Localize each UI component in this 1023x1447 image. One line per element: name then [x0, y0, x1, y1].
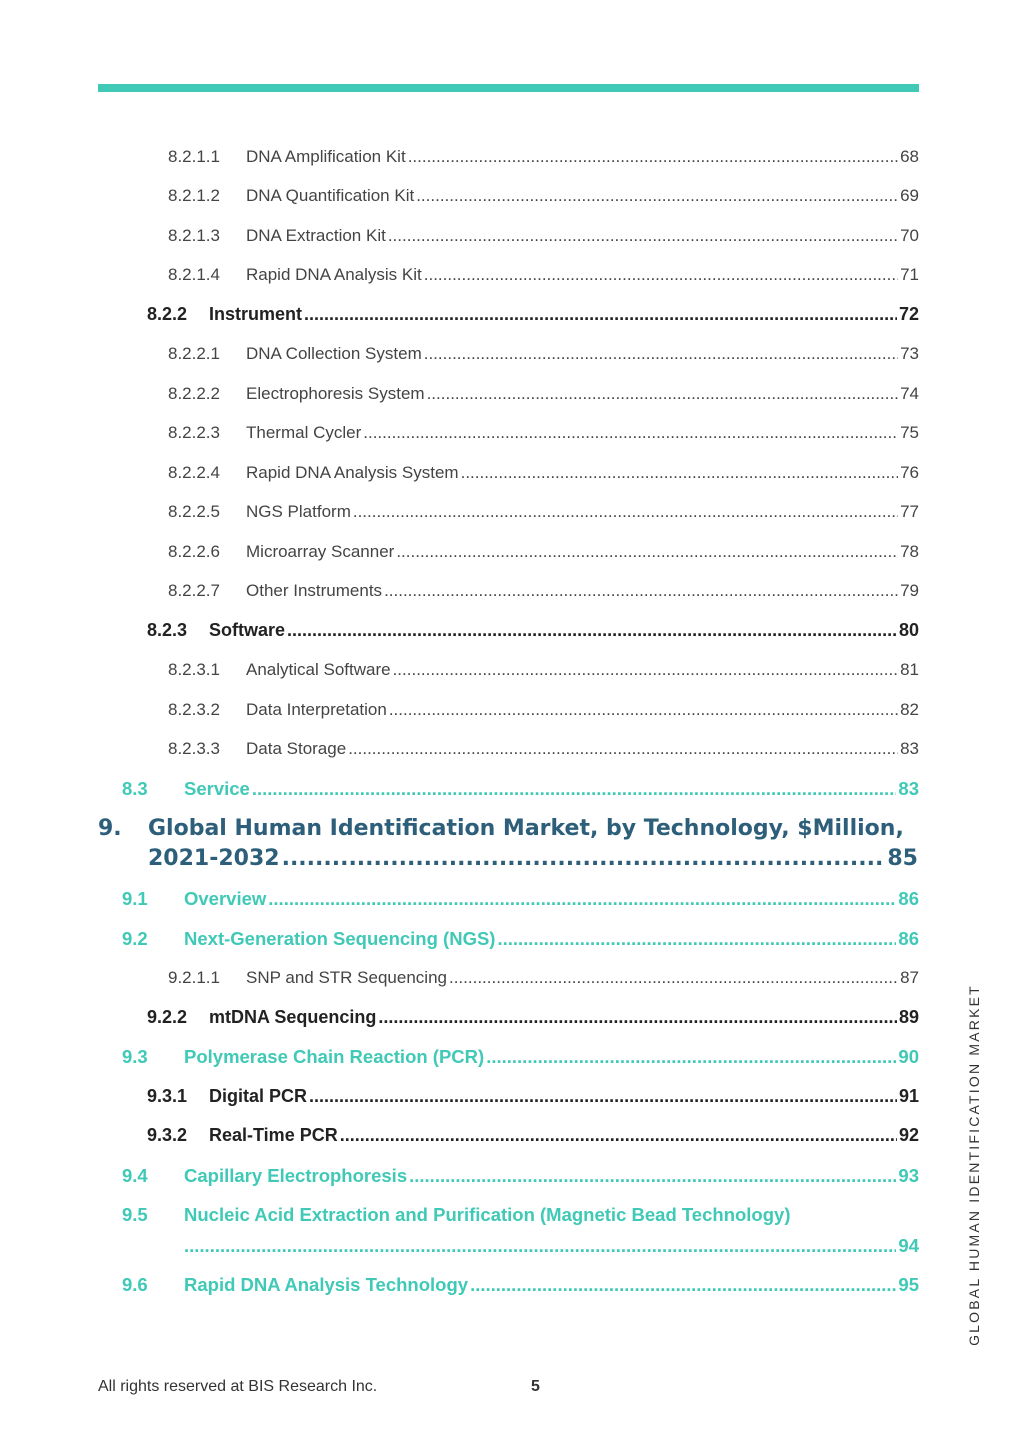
toc-entry-title: Rapid DNA Analysis System [246, 463, 459, 482]
toc-entry[interactable] [0, 778, 919, 802]
toc-entry-title: Rapid DNA Analysis Technology [184, 1274, 469, 1295]
toc-leader-dots [486, 1046, 896, 1068]
toc-leader-dots [348, 739, 898, 759]
toc-entry-page: 82 [900, 700, 919, 719]
toc-entry-number: 8.2.3.3 [168, 739, 220, 758]
toc-entry[interactable] [0, 928, 919, 952]
toc-entry[interactable] [0, 1086, 919, 1110]
toc-leader-dots [282, 844, 886, 874]
toc-entry[interactable] [0, 304, 919, 328]
toc-entry-number: 8.2.2.1 [168, 344, 220, 363]
toc-entry-number: 8.2.2.4 [168, 463, 220, 482]
toc-entry-title: Capillary Electrophoresis [184, 1165, 408, 1186]
toc-entry-page: 93 [898, 1165, 919, 1186]
toc-entry-page: 75 [900, 423, 919, 442]
toc-entry-number: 8.2.2.5 [168, 502, 220, 521]
toc-entry-title: Next-Generation Sequencing (NGS) [184, 928, 496, 949]
toc-entry-page: 70 [900, 226, 919, 245]
toc-entry-page: 78 [900, 542, 919, 561]
toc-entry-title: Software [209, 620, 286, 640]
toc-entry-page: 71 [900, 265, 919, 284]
toc-entry-number: 8.2.2 [147, 304, 188, 324]
toc-entry-page: 83 [900, 739, 919, 758]
toc-entry-number: 8.2.1.4 [168, 265, 220, 284]
toc-entry-number: 9.3.2 [147, 1125, 188, 1145]
toc-leader-dots [393, 660, 899, 680]
toc-entry[interactable] [0, 147, 919, 171]
toc-entry-number: 8.2.2.6 [168, 542, 220, 561]
toc-entry-number: 8.2.3 [147, 620, 188, 640]
toc-leader-dots [470, 1274, 896, 1296]
toc-entry-number: 9.2 [122, 928, 148, 949]
toc-entry-page: 86 [898, 888, 919, 909]
footer-copyright: All rights reserved at BIS Research Inc. [98, 1378, 378, 1395]
chapter-title-line1: Global Human Identification Market, by Technology, $Million, [148, 816, 904, 841]
toc-entry-number: 8.2.3.2 [168, 700, 220, 719]
toc-entry-page: 91 [898, 1086, 919, 1106]
toc-leader-dots [461, 463, 898, 483]
toc-entry-page: 81 [900, 660, 919, 679]
toc-leader-dots [449, 968, 898, 988]
toc-entry[interactable] [0, 888, 919, 912]
toc-entry-page: 77 [900, 502, 919, 521]
toc-entry-number: 9.4 [122, 1165, 148, 1186]
toc-leader-dots [268, 888, 896, 910]
toc-entry[interactable] [0, 660, 919, 684]
toc-entry-page: 83 [898, 778, 919, 799]
toc-entry-page: 79 [900, 581, 919, 600]
toc-leader-dots [353, 502, 898, 522]
toc-leader-dots [409, 1165, 896, 1187]
chapter-page: 85 [887, 846, 918, 871]
toc-entry-page: 89 [898, 1007, 919, 1027]
toc-entry-number: 9.5 [122, 1204, 148, 1225]
toc-leader-dots [184, 1235, 896, 1257]
toc-entry-continuation[interactable] [184, 1235, 919, 1259]
toc-entry-page: 68 [900, 147, 919, 166]
toc-entry-page: 90 [898, 1046, 919, 1067]
toc-entry-number: 9.3.1 [147, 1086, 188, 1106]
toc-entry-page: 72 [898, 304, 919, 324]
toc-entry-number: 8.3 [122, 778, 148, 799]
toc-leader-dots [424, 265, 898, 285]
toc-leader-dots [389, 700, 898, 720]
toc-entry-title: Analytical Software [246, 660, 391, 679]
toc-entry-number: 8.2.3.1 [168, 660, 220, 679]
toc-entry-title: DNA Collection System [246, 344, 422, 363]
toc-entry-title: Data Interpretation [246, 700, 387, 719]
toc-entry[interactable] [0, 1165, 919, 1189]
toc-leader-dots [304, 304, 897, 325]
toc-entry-title: Electrophoresis System [246, 384, 425, 403]
toc-entry[interactable] [0, 700, 919, 724]
toc-leader-dots [252, 778, 897, 800]
chapter-title-line2: 2021-2032 [148, 846, 280, 871]
footer-page-number: 5 [531, 1378, 540, 1395]
toc-entry-page: 73 [900, 344, 919, 363]
toc-entry-title: DNA Quantification Kit [246, 186, 415, 205]
toc-entry-title: Real-Time PCR [209, 1125, 338, 1145]
toc-entry-number: 9.1 [122, 888, 148, 909]
toc-entry[interactable] [0, 463, 919, 487]
toc-leader-dots [287, 620, 897, 641]
toc-entry-number: 8.2.1.1 [168, 147, 220, 166]
toc-entry-title: Thermal Cycler [246, 423, 362, 442]
toc-entry-title: Data Storage [246, 739, 347, 758]
toc-entry-title: Polymerase Chain Reaction (PCR) [184, 1046, 485, 1067]
toc-entry-title: Overview [184, 888, 267, 909]
toc-entry-number: 9.6 [122, 1274, 148, 1295]
chapter-number: 9. [98, 816, 122, 841]
toc-entry[interactable] [0, 1274, 919, 1298]
toc-entry-title: Other Instruments [246, 581, 383, 600]
toc-entry-title: Nucleic Acid Extraction and Purification (Magnetic Bead Technology) [184, 1204, 791, 1225]
toc-entry-number: 8.2.2.7 [168, 581, 220, 600]
toc-entry-title: DNA Amplification Kit [246, 147, 406, 166]
toc-entry-page: 80 [898, 620, 919, 640]
toc-leader-dots [378, 1007, 897, 1028]
toc-entry[interactable] [0, 968, 919, 992]
toc-entry[interactable] [0, 186, 919, 210]
toc-entry-title: Digital PCR [209, 1086, 308, 1106]
toc-entry-page: 87 [900, 968, 919, 987]
toc-entry-number: 8.2.1.3 [168, 226, 220, 245]
toc-entry-page: 69 [900, 186, 919, 205]
toc-entry-number: 8.2.1.2 [168, 186, 220, 205]
toc-entry-number: 9.2.1.1 [168, 968, 220, 987]
toc-entry-title: NGS Platform [246, 502, 351, 521]
toc-entry-title: SNP and STR Sequencing [246, 968, 447, 987]
toc-leader-dots [363, 423, 898, 443]
toc-leader-dots [416, 186, 898, 206]
toc-leader-dots [384, 581, 898, 601]
toc-leader-dots [309, 1086, 897, 1107]
toc-leader-dots [340, 1125, 897, 1146]
toc-entry-number: 8.2.2.3 [168, 423, 220, 442]
toc-entry-page: 94 [898, 1235, 919, 1256]
toc-entry-page: 74 [900, 384, 919, 403]
toc-entry-page: 86 [898, 928, 919, 949]
toc-entry[interactable] [0, 739, 919, 763]
toc-entry[interactable] [0, 1125, 919, 1149]
toc-entry-title: Service [184, 778, 250, 799]
toc-entry[interactable] [0, 1046, 919, 1070]
toc-entry[interactable] [0, 581, 919, 605]
toc-entry-title: Rapid DNA Analysis Kit [246, 265, 422, 284]
toc-entry[interactable] [0, 423, 919, 447]
toc-entry[interactable] [0, 344, 919, 368]
toc-entry[interactable] [0, 502, 919, 526]
toc-entry-number: 9.3 [122, 1046, 148, 1067]
side-running-title: GLOBAL HUMAN IDENTIFICATION MARKET [966, 984, 982, 1346]
toc-leader-dots [408, 147, 898, 167]
toc-leader-dots [388, 226, 898, 246]
toc-entry-title: DNA Extraction Kit [246, 226, 386, 245]
toc-entry-title: Instrument [209, 304, 303, 324]
toc-entry[interactable] [0, 1007, 919, 1031]
toc-leader-dots [396, 542, 898, 562]
toc-entry-number: 8.2.2.2 [168, 384, 220, 403]
toc-entry[interactable] [0, 265, 919, 289]
toc-entry-page: 76 [900, 463, 919, 482]
toc-entry[interactable] [0, 620, 919, 644]
toc-entry[interactable] [0, 384, 919, 408]
toc-entry[interactable] [0, 226, 919, 250]
toc-entry-title: Microarray Scanner [246, 542, 395, 561]
toc-leader-dots [497, 928, 896, 950]
toc-entry-page: 95 [898, 1274, 919, 1295]
toc-entry[interactable] [0, 1204, 919, 1228]
toc-leader-dots [427, 384, 899, 404]
toc-entry-page: 92 [898, 1125, 919, 1145]
toc-entry-title: mtDNA Sequencing [209, 1007, 377, 1027]
header-accent-bar [98, 84, 919, 92]
toc-leader-dots [424, 344, 898, 364]
toc-entry-number: 9.2.2 [147, 1007, 188, 1027]
toc-entry[interactable] [0, 542, 919, 566]
